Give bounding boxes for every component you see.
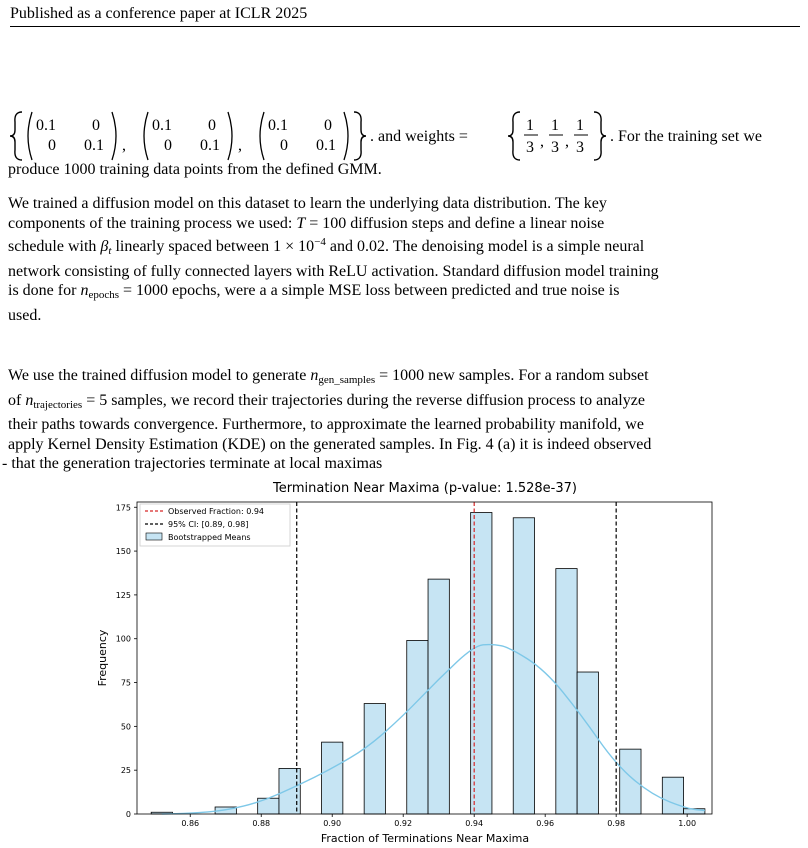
weights-text: . and weights =: [370, 128, 468, 145]
y-tick-label: 100: [115, 634, 131, 644]
x-tick-label: 0.88: [252, 819, 271, 828]
histogram-bar: [620, 749, 641, 814]
matrix-1-a22: 0.1: [84, 137, 104, 154]
legend-ci-label: 95% CI: [0.89, 0.98]: [168, 520, 249, 529]
p3-text: = 1000 new samples. For a random subset: [375, 367, 649, 384]
x-axis-ticks: [181, 814, 696, 828]
histogram-bar: [322, 742, 343, 814]
p2-text: components of the training process we used:: [8, 214, 297, 232]
p2-text: schedule with: [8, 238, 101, 255]
matrix-2-a11: 0.1: [152, 117, 172, 134]
chart-title: Termination Near Maxima (p-value: 1.528e-37): [273, 481, 577, 496]
weight-1-den: 3: [526, 139, 534, 156]
matrix-3-a22: 0.1: [316, 137, 336, 154]
y-tick-label: 125: [115, 590, 131, 600]
p3-line-2: [8, 391, 800, 416]
y-tick-label: 150: [115, 547, 131, 557]
p2-line-5: [8, 281, 800, 306]
comma-2: ,: [238, 137, 242, 154]
paragraph-generation: [2, 366, 800, 474]
matrix-2-right-paren: [228, 112, 232, 160]
comma-1: ,: [122, 137, 126, 154]
p3-line-4: apply Kernel Density Estimation (KDE) on the generated samples. In Fig. 4 (a) it is indeed observed: [8, 435, 652, 453]
p2-sub-t: t: [108, 245, 112, 257]
weight-1-num: 1: [526, 117, 534, 134]
p2-math-n: n: [80, 282, 89, 299]
p3-line-1: [8, 366, 800, 391]
matrix-1-a21: 0: [48, 137, 56, 154]
matrix-2-a21: 0: [164, 137, 172, 154]
x-tick-label: 0.90: [323, 819, 342, 828]
histogram-bar: [364, 704, 385, 814]
p2-text: is done for: [8, 282, 81, 299]
x-tick-label: 1.00: [678, 819, 697, 828]
matrix-3-left-paren: [260, 112, 264, 160]
plot-area: [151, 502, 705, 814]
p2-math-beta: β: [100, 238, 109, 255]
x-tick-label: 0.96: [536, 819, 555, 828]
weights-left-brace: [508, 112, 520, 160]
p2-line-3: [8, 233, 800, 262]
p3-math-n: n: [310, 367, 319, 384]
comma-w1: ,: [540, 133, 544, 150]
x-tick-label: 0.94: [465, 819, 484, 828]
p2-sup: −4: [314, 236, 326, 248]
x-tick-label: 0.86: [181, 819, 200, 828]
tail-text: . For the training set we: [610, 128, 762, 145]
equation-svg: [8, 108, 800, 164]
y-tick-label: 0: [125, 810, 131, 819]
p2-line-1: We trained a diffusion model on this dataset to learn the underlying data distribution. The key: [8, 195, 607, 212]
p2-text: = 1000 epochs, were a a simple MSE loss between predicted and true noise is: [118, 282, 620, 299]
x-tick-label: 0.92: [394, 819, 413, 828]
y-tick-label: 50: [120, 722, 131, 732]
comma-w2: ,: [565, 133, 569, 150]
y-tick-label: 175: [115, 503, 131, 513]
p2-text: = 100 diffusion steps and define a linear noise: [305, 214, 605, 232]
p2-sub-epochs: epochs: [88, 289, 119, 301]
histogram-bar: [577, 672, 598, 814]
matrix-2-a22: 0.1: [200, 137, 220, 154]
legend-observed-label: Observed Fraction: 0.94: [168, 507, 265, 516]
p3-text: We use the trained diffusion model to generate: [8, 367, 311, 384]
x-axis-label: Fraction of Terminations Near Maxima: [320, 832, 530, 845]
equation-continuation: produce 1000 training data points from the defined GMM.: [8, 161, 382, 178]
p3-text: of: [8, 391, 26, 409]
y-tick-label: 25: [120, 766, 131, 776]
matrix-2-left-paren: [144, 112, 148, 160]
matrix-1-left-paren: [28, 112, 32, 160]
weight-2-den: 3: [551, 139, 559, 156]
gmm-covariance-equation: [8, 108, 800, 164]
matrix-1-right-paren: [112, 112, 116, 160]
left-brace: [10, 112, 22, 160]
p2-math-T: T: [296, 214, 306, 232]
running-header: Published as a conference paper at ICLR 2025: [10, 5, 800, 27]
p3-line-5: - that the generation trajectories terminate at local maximas: [2, 455, 383, 472]
matrix-2-a12: 0: [208, 117, 216, 134]
histogram-bar: [556, 569, 577, 814]
histogram-bar: [662, 777, 683, 814]
termination-histogram-chart: [90, 476, 730, 846]
p2-text: linearly spaced between 1 × 10: [111, 238, 315, 255]
matrix-3-a21: 0: [280, 137, 288, 154]
matrix-1-a11: 0.1: [36, 117, 56, 134]
p2-text: and 0.02. The denoising model is a simple neural: [325, 238, 645, 255]
paragraph-training: [8, 194, 800, 325]
p3-sub-gen: gen_samples: [318, 374, 376, 386]
weights-right-brace: [594, 112, 606, 160]
histogram-bar: [513, 518, 534, 814]
matrix-3-a11: 0.1: [268, 117, 288, 134]
weight-3-den: 3: [576, 139, 584, 156]
x-tick-label: 0.98: [607, 819, 626, 828]
p2-line-6: used.: [8, 306, 42, 324]
p2-line-2: [8, 214, 800, 234]
legend-bars-swatch: [146, 533, 162, 540]
p3-sub-traj: trajectories: [33, 398, 83, 411]
p3-line-3: their paths towards convergence. Furthermore, to approximate the learned probability manifold, we: [8, 416, 644, 433]
p2-line-4: network consisting of fully connected layers with ReLU activation. Standard diffusion model training: [8, 262, 659, 280]
p3-text: = 5 samples, we record their trajectories during the reverse diffusion process to analyze: [82, 391, 645, 409]
y-axis-label: Frequency: [96, 629, 109, 687]
matrix-3-a12: 0: [324, 117, 332, 134]
histogram-bar: [407, 640, 428, 814]
p3-math-n: n: [25, 391, 34, 409]
matrix-1-a12: 0: [92, 117, 100, 134]
weight-2-num: 1: [551, 117, 559, 134]
weight-3-num: 1: [576, 117, 584, 134]
right-brace: [354, 112, 366, 160]
y-axis-ticks: [116, 503, 137, 819]
chart-legend: [140, 504, 290, 546]
matrix-3-right-paren: [344, 112, 348, 160]
legend-bars-label: Bootstrapped Means: [168, 533, 251, 542]
y-tick-label: 75: [120, 678, 131, 688]
histogram-bar: [428, 579, 449, 814]
